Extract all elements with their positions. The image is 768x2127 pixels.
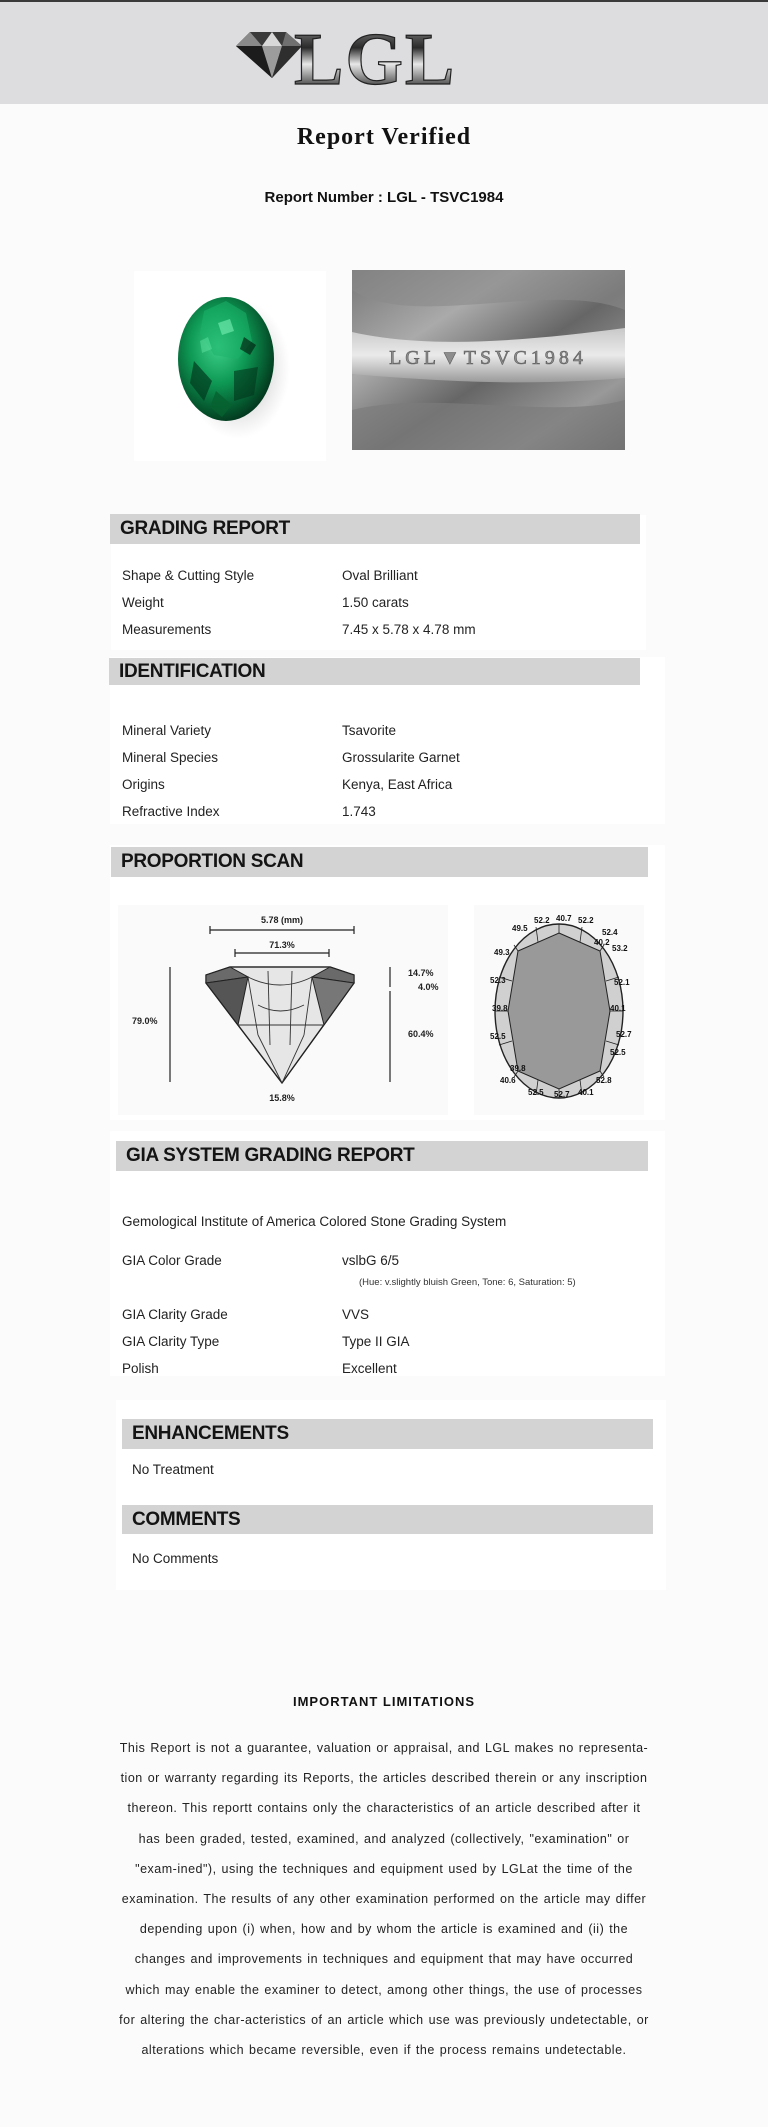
facet-value-label: 52.4 [602, 928, 618, 937]
facet-value-label: 52.5 [490, 1032, 506, 1041]
facet-value-label: 53.2 [612, 944, 628, 953]
facet-value-label: 52.2 [578, 916, 594, 925]
identification-heading: IDENTIFICATION [109, 658, 640, 685]
facet-value-label: 52.3 [490, 976, 506, 985]
facet-value-label: 40.1 [578, 1088, 594, 1097]
facet-value-label: 52.7 [616, 1030, 632, 1039]
row-value: 1.743 [342, 804, 376, 819]
enhancements-heading: ENHANCEMENTS [122, 1419, 653, 1449]
facet-value-label: 49.5 [512, 924, 528, 933]
facet-value-label: 52.7 [554, 1090, 570, 1099]
row-label: Refractive Index [122, 804, 220, 819]
profile-width-label: 5.78 (mm) [260, 915, 304, 925]
facet-value-label: 49.3 [494, 948, 510, 957]
grading-heading: GRADING REPORT [110, 514, 640, 544]
facet-value-label: 39.8 [510, 1064, 526, 1073]
inscription-text: LGL▼TSVC1984 [389, 347, 587, 369]
row-value: vslbG 6/5 [342, 1253, 400, 1268]
row-label: GIA Color Grade [122, 1253, 222, 1268]
facet-value-label: 40.2 [594, 938, 610, 947]
profile-depth-label: 79.0% [132, 1016, 158, 1026]
profile-culet-label: 15.8% [269, 1093, 295, 1103]
facet-value-label: 52.2 [534, 916, 550, 925]
row-value: Kenya, East Africa [342, 777, 453, 792]
enhancements-text: No Treatment [132, 1462, 214, 1477]
profile-table-label: 71.3% [269, 940, 295, 950]
color-grade-note: (Hue: v.slightly bluish Green, Tone: 6, Saturation: 5) [359, 1277, 576, 1288]
row-label: Shape & Cutting Style [122, 568, 255, 583]
row-label: Weight [122, 595, 164, 610]
limitations-heading: IMPORTANT LIMITATIONS [292, 1694, 476, 1709]
facet-value-label: 40.6 [500, 1076, 516, 1085]
facet-value-label: 39.8 [492, 1004, 508, 1013]
logo-text: LGL [294, 19, 457, 96]
facet-value-label: 52.5 [528, 1088, 544, 1097]
profile-pavilion-label: 60.4% [408, 1029, 434, 1039]
comments-text: No Comments [132, 1551, 219, 1566]
row-value: Tsavorite [342, 723, 397, 738]
comments-heading: COMMENTS [122, 1505, 653, 1534]
inscription-photo [352, 270, 625, 450]
proportion-heading: PROPORTION SCAN [111, 847, 648, 877]
row-label: Origins [122, 777, 165, 792]
facet-diagram [474, 905, 644, 1115]
gemstone-photo [134, 271, 326, 461]
row-label: Mineral Variety [122, 723, 212, 738]
row-label: GIA Clarity Type [122, 1334, 220, 1349]
row-value: Excellent [342, 1361, 397, 1376]
row-value: Type II GIA [342, 1334, 410, 1349]
gia-heading: GIA SYSTEM GRADING REPORT [116, 1141, 648, 1171]
row-value: 7.45 x 5.78 x 4.78 mm [342, 622, 476, 637]
facet-value-label: 52.8 [596, 1076, 612, 1085]
report-number: Report Number : LGL - TSVC1984 [264, 189, 504, 206]
facet-value-label: 52.5 [610, 1048, 626, 1057]
row-label: Polish [122, 1361, 159, 1376]
row-label: Mineral Species [122, 750, 219, 765]
facet-value-label: 40.7 [556, 914, 572, 923]
facet-value-label: 52.1 [614, 978, 630, 987]
row-label: GIA Clarity Grade [122, 1307, 228, 1322]
row-value: Oval Brilliant [342, 568, 418, 583]
row-value: 1.50 carats [342, 595, 409, 610]
profile-diagram [118, 905, 448, 1115]
row-value: VVS [342, 1307, 370, 1322]
page-title: Report Verified [296, 124, 472, 150]
limitations-body: This Report is not a guarantee, valuation or appraisal, and LGL makes no representa-tion or warranty regarding its Reports, the articles described therein or any inscription thereon. This reportt contains only the characteristics of an article described after it has been graded, tested, examined, and analyzed (collectively, "examination" or "exam-ined"), using the techniques and equipment used by LGLat the time of the examination. The results of any other examination performed on the article may differ depending upon (i) when, how and by whom the article is examined and (ii) the changes and improvements in techniques and equipment that may have occurred which may enable the examiner to detect, among other things, the use of processes for altering the char-acteristics of an article which use was previously undetectable, or alterations which became reversible, even if the process remains undetectable. [119, 1741, 649, 2058]
profile-girdle-label: 4.0% [418, 982, 439, 992]
gia-system-name: Gemological Institute of America Colored Stone Grading System [122, 1214, 507, 1229]
row-value: Grossularite Garnet [342, 750, 460, 765]
lgl-logo [232, 16, 492, 96]
row-label: Measurements [122, 622, 212, 637]
header-banner [0, 2, 768, 104]
profile-crown-label: 14.7% [408, 968, 434, 978]
facet-value-label: 40.1 [610, 1004, 626, 1013]
